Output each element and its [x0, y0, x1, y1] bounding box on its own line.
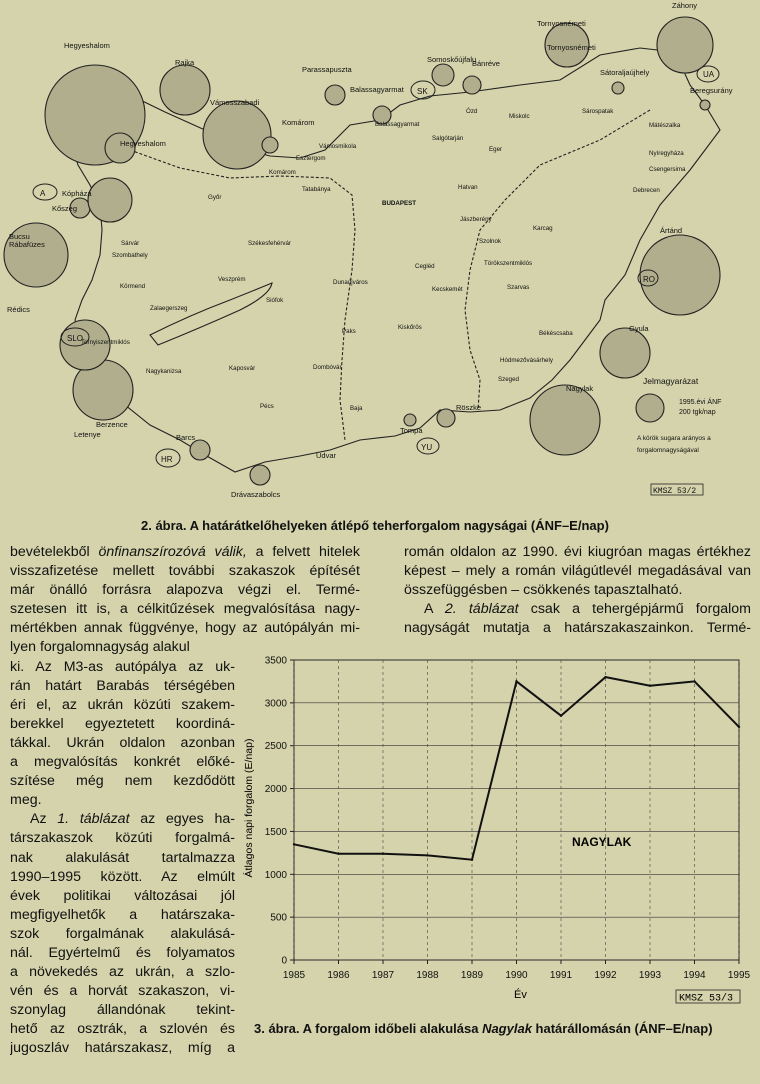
y-tick-label: 500 [270, 912, 287, 924]
chart-x-label: Év [514, 989, 527, 1001]
town-label: Komárom [269, 169, 296, 176]
x-tick-label: 1995 [727, 970, 751, 981]
town-label: Körmend [120, 283, 146, 290]
text-line: szítése még nem kezdődött [10, 773, 235, 790]
text-line: vén és a horvát szakaszon, vi- [10, 983, 235, 1000]
x-tick-label: 1990 [505, 970, 528, 981]
border-crossing-label: Kópháza [62, 189, 92, 198]
border-crossing-label: Gyula [629, 324, 649, 333]
figure2-code: KMSZ 53/2 [653, 487, 697, 496]
circle-nagylak [530, 385, 600, 455]
town-label: Mátészalka [649, 122, 681, 129]
town-label: Karcag [533, 225, 553, 232]
town-label: Dunaújváros [333, 279, 368, 286]
y-tick-label: 3000 [264, 698, 287, 710]
town-label: Paks [342, 328, 356, 335]
town-label: Kiskőrös [398, 324, 422, 331]
lake-balaton [150, 283, 272, 345]
text-line: megfigyelhetők a határszaka- [10, 906, 235, 923]
y-tick-label: 2500 [264, 741, 287, 753]
nagylak-traffic-chart [238, 648, 760, 1020]
y-tick-label: 2000 [264, 784, 287, 796]
text-line: nagyságát mutatja a határszakaszainkon. Termé- [404, 620, 751, 637]
x-tick-label: 1988 [416, 970, 439, 981]
town-label: Vámosmikola [319, 143, 357, 150]
town-label: Kecskemét [432, 286, 463, 293]
town-label: Sárvár [121, 240, 140, 247]
figure3-caption: 3. ábra. A forgalom időbeli alakulása Nagylak határállomásán (ÁNF–E/nap) [254, 1021, 713, 1036]
text-line: tákkal. Ukrán oldalon azonban [10, 734, 235, 751]
circle-parassapuszta [325, 85, 345, 105]
border-crossing-label: Berzence [96, 420, 128, 429]
country-code-label: YU [421, 443, 433, 452]
town-label: Pécs [260, 403, 274, 410]
town-label: Jászberény [460, 216, 492, 223]
circle-tompa [404, 414, 416, 426]
border-crossing-label: Drávaszabolcs [231, 490, 281, 499]
text-line: bevételekből önfinanszírozóvá válik, a felvett hitelek [10, 544, 360, 560]
border-crossing-map [0, 0, 760, 505]
figure2-caption: 2. ábra. A határátkelőhelyeken átlépő teherforgalom nagyságai (ÁNF–E/nap) [141, 518, 609, 533]
town-label: Cegléd [415, 263, 435, 270]
town-label: Törökszentmiklós [484, 260, 533, 267]
border-crossing-label: Letenye [74, 430, 101, 439]
border-crossing-label: Bucsu [9, 232, 30, 241]
town-label: Miskolc [509, 113, 530, 120]
town-label: Szeged [498, 376, 519, 383]
border-crossing-label: Záhony [672, 1, 698, 10]
town-label: Balassagyarmat [375, 121, 420, 128]
text-line: a megvalósítás konkrét előké- [10, 754, 235, 771]
town-label: Nagykanizsa [146, 368, 182, 375]
hungary-border [70, 48, 720, 472]
circle-beregsurany [700, 100, 710, 110]
town-label: Debrecen [633, 187, 660, 194]
chart-y-label: Átlagos napi forgalom (E/nap) [243, 738, 255, 878]
text-line: berekkel egyeztetett koordiná- [10, 715, 235, 732]
town-label: Szarvas [507, 284, 530, 291]
legend-line-1: 1995.évi ÁNF [679, 399, 722, 406]
circle-rajka [160, 65, 210, 115]
border-crossing-label: Beregsurány [690, 86, 733, 95]
legend-note-1: A körök sugara arányos a [637, 435, 711, 442]
chart-annotation: NAGYLAK [572, 835, 632, 849]
circle-kophaza [88, 178, 132, 222]
border-crossing-label: Komárom [282, 118, 315, 127]
y-tick-label: 3500 [264, 655, 287, 667]
border-crossing-label: Tompa [400, 426, 423, 435]
text-line: szetesen itt is, a célkitűzések megvalósítása nagy- [10, 601, 360, 618]
text-line: ki. Az M3-as autópálya az uk- [10, 658, 235, 675]
text-line: rán határt Barabás térségében [10, 677, 235, 694]
town-label: Székesfehérvár [248, 240, 291, 247]
text-line: román oldalon az 1990. évi kiugróan magas értékhez [404, 544, 751, 560]
border-crossing-label: Bánréve [472, 59, 500, 68]
town-label: Ózd [466, 108, 478, 115]
town-label: Baja [350, 405, 363, 412]
figure3-code: KMSZ 53/3 [679, 993, 734, 1005]
town-label: Dombóvár [313, 364, 342, 371]
town-label: Tornyiszentmiklós [81, 339, 130, 346]
circle-banreve [463, 76, 481, 94]
legend-title: Jelmagyarázat [643, 376, 699, 386]
circle-barcs [190, 440, 210, 460]
circle-somoskoujfalu [432, 64, 454, 86]
text-line: összefüggésben – csökkenés tapasztalható. [404, 582, 683, 599]
circle-komarom [262, 137, 278, 153]
left-column-top [10, 543, 360, 658]
circle-gyula [600, 328, 650, 378]
text-line: lyen forgalomnagyság alakul [10, 639, 190, 656]
town-label: Sárospatak [582, 108, 614, 115]
text-line: meg. [10, 792, 42, 809]
circle-zahony [657, 17, 713, 73]
country-code-label: UA [703, 70, 715, 79]
border-crossing-label: Röszke [456, 403, 482, 412]
circle-roszke [437, 409, 455, 427]
x-tick-label: 1992 [594, 970, 617, 981]
country-code-label: SLO [67, 334, 84, 343]
town-label: Győr [208, 194, 222, 201]
border-crossing-label: Balassagyarmat [350, 85, 404, 94]
town-label: Esztergom [296, 155, 326, 162]
border-crossing-label: Nagylak [566, 384, 594, 393]
country-code-label: A [40, 189, 46, 198]
town-label: Csengersima [649, 166, 686, 173]
border-crossing-label: Hegyeshalom [120, 139, 166, 148]
border-crossing-label: Rédics [7, 305, 30, 314]
text-line: jugoszláv határszakasz, míg a [10, 1040, 235, 1057]
country-code-label: HR [161, 455, 173, 464]
circle-dravaszabolcs [250, 465, 270, 485]
border-crossing-label: Tornyosnémeti [547, 43, 596, 52]
town-label: Nyíregyháza [649, 150, 684, 157]
border-crossing-label: Udvar [316, 451, 337, 460]
border-crossing-label: Barcs [176, 433, 196, 442]
town-label: Tatabánya [302, 186, 331, 193]
town-label: Békéscsaba [539, 330, 573, 337]
border-crossing-label: Hegyeshalom [64, 41, 110, 50]
town-label: Veszprém [218, 276, 246, 283]
text-line: mértékben annak függvénye, hogy az autópályán mi- [10, 620, 360, 637]
circle-vamosszabadi [203, 101, 271, 169]
y-tick-label: 1500 [264, 826, 287, 838]
country-code-label: SK [417, 87, 428, 96]
text-line: visszafizetése mellett további szakaszok építését [10, 563, 360, 580]
text-line: nak alakulását tartalmazza [10, 849, 235, 866]
border-crossing-label: Somoskőújfalu [427, 55, 477, 64]
text-line: 1990–1995 között. Az elmúlt [10, 868, 235, 885]
town-label: Szolnok [479, 238, 502, 245]
border-crossing-label: Tornyosnémeti [537, 19, 586, 28]
town-label: Hódmezővásárhely [500, 357, 553, 364]
x-tick-label: 1987 [371, 970, 395, 981]
text-line: hető az osztrák, a szlovén és [10, 1021, 235, 1038]
border-crossing-label: Vámosszabadi [210, 98, 260, 107]
town-label: Siófok [266, 297, 284, 304]
text-line: A 2. táblázat csak a tehergépjármű forgalom [424, 601, 751, 618]
text-line: képest – mely a román világútlevél megadásával van [404, 563, 751, 580]
right-column [404, 543, 751, 638]
border-crossing-label: Rábafüzes [9, 240, 45, 249]
text-line: már önálló forrásra alapozva végzi el. Termé- [10, 582, 360, 599]
text-line: Az 1. táblázat az egyes ha- [30, 811, 235, 828]
border-crossing-label: Kőszeg [52, 204, 78, 213]
x-tick-label: 1993 [638, 970, 662, 981]
town-label: Eger [489, 146, 503, 153]
x-tick-label: 1986 [327, 970, 350, 981]
circle-sopron [105, 133, 135, 163]
x-tick-label: 1994 [683, 970, 706, 981]
border-crossing-label: Rajka [175, 58, 195, 67]
x-tick-label: 1989 [460, 970, 484, 981]
border-crossing-label: Ártánd [660, 226, 683, 235]
text-line: évek politikai változásai jól [10, 887, 235, 904]
text-line: éri el, az ukrán közúti szakem- [10, 696, 235, 713]
y-tick-label: 1000 [264, 869, 287, 881]
text-line: szok forgalmának alakulásá- [10, 925, 235, 942]
town-label: Kaposvár [229, 365, 256, 372]
border-crossing-label: Parassapuszta [302, 65, 352, 74]
x-tick-label: 1991 [549, 970, 573, 981]
town-label: Salgótarján [432, 135, 464, 142]
country-code-label: RO [643, 275, 655, 284]
circle-satoraljaujhely [612, 82, 624, 94]
circle-legend [636, 394, 664, 422]
text-line: szonylag állandónak tekint- [10, 1002, 235, 1019]
town-label: Szombathely [112, 252, 148, 259]
text-line: a növekedés az ukrán, a szlo- [10, 964, 235, 981]
legend-line-2: 200 tgk/nap [679, 409, 716, 416]
x-tick-label: 1985 [282, 970, 306, 981]
town-label: Hatvan [458, 184, 478, 191]
text-line: nál. Egyértelmű és folyamatos [10, 945, 235, 961]
legend-note-2: forgalomnagyságával [637, 447, 699, 454]
text-line: társzakaszok közúti forgalmá- [10, 830, 235, 847]
town-label: Zalaegerszeg [150, 305, 188, 312]
y-tick-label: 0 [281, 955, 287, 967]
town-label: BUDAPEST [382, 200, 417, 207]
border-crossing-label: Sátoraljaújhely [600, 68, 650, 77]
left-column-narrow [10, 658, 235, 1059]
